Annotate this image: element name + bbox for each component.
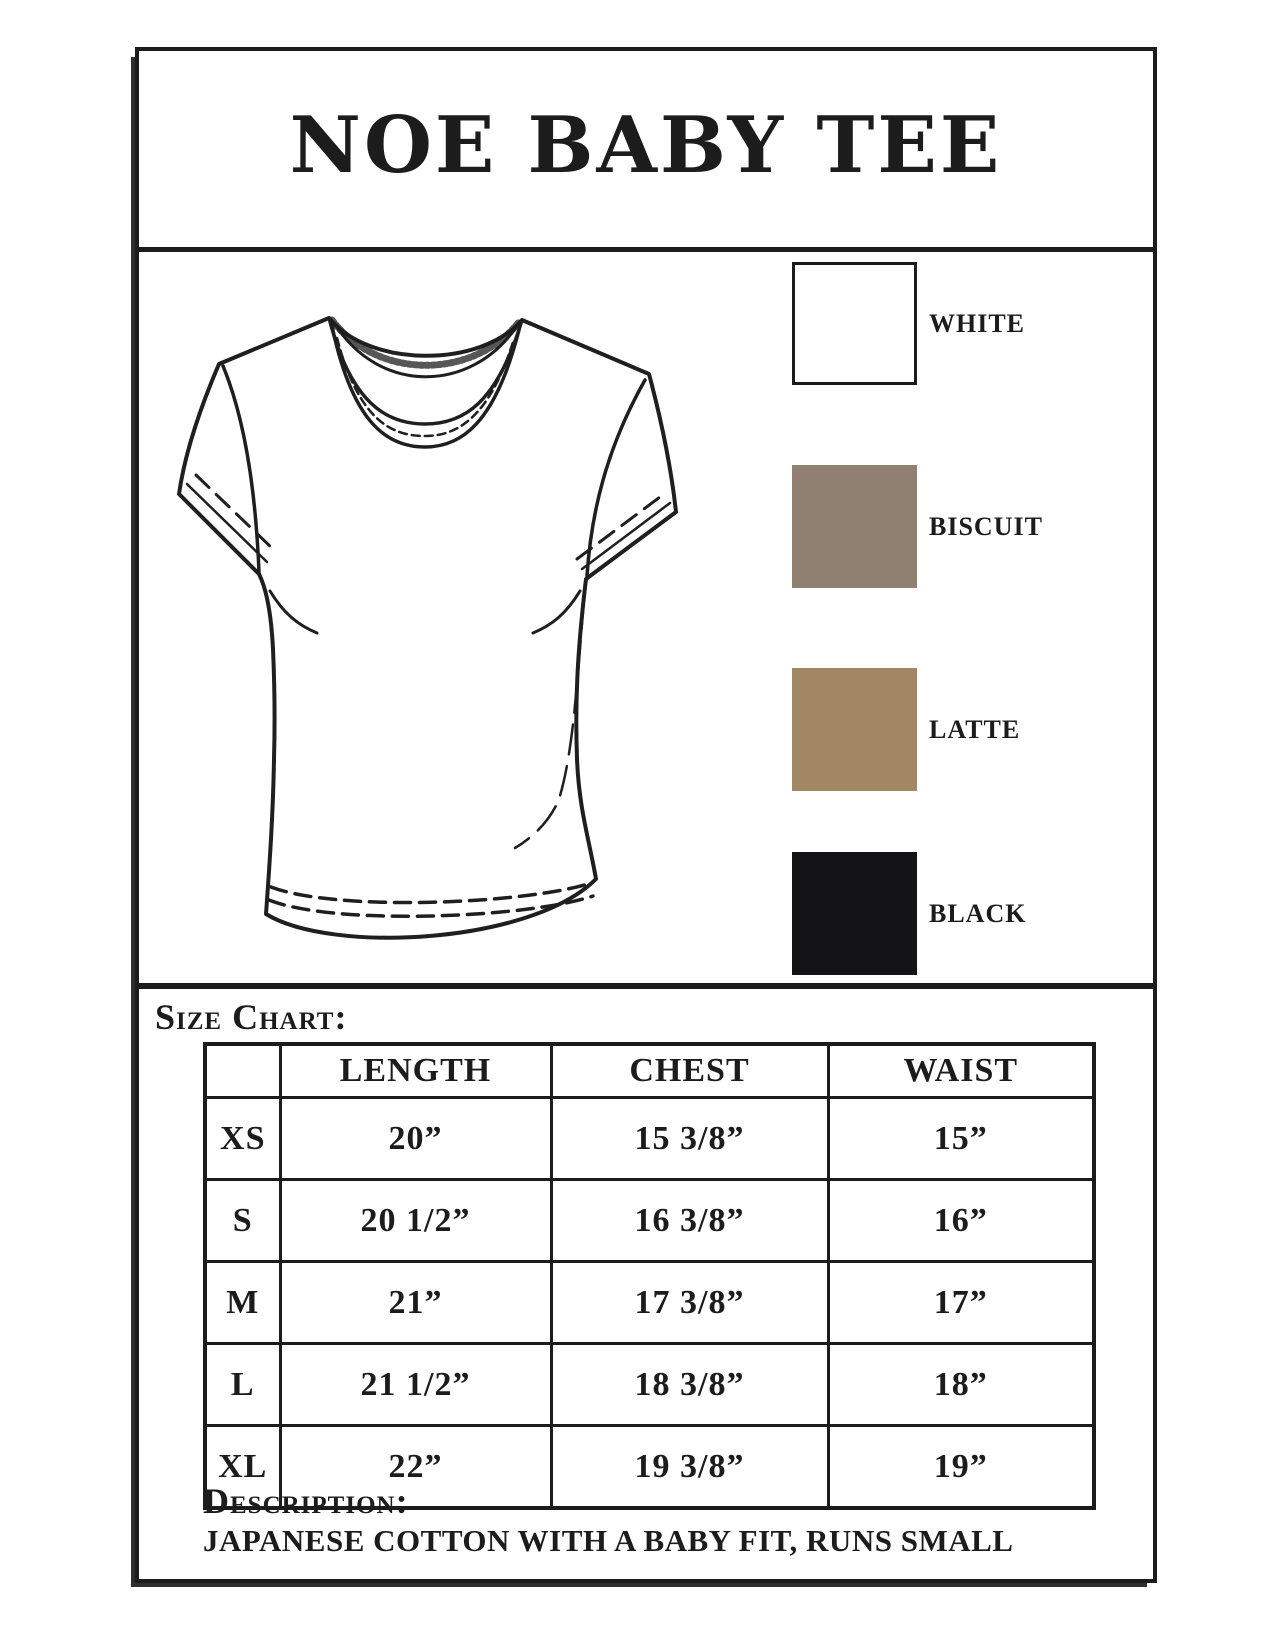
swatch-white xyxy=(792,262,1025,385)
page-title: NOE BABY TEE xyxy=(289,99,1003,191)
table-row-l xyxy=(205,1344,1094,1426)
latte-swatch-box xyxy=(792,668,917,791)
title-band xyxy=(139,51,1153,252)
waist-cell: 15” xyxy=(828,1098,1094,1180)
length-cell: 21 1/2” xyxy=(280,1344,551,1426)
waist-cell: 19” xyxy=(828,1426,1094,1509)
black-swatch-label: BLACK xyxy=(929,898,1027,928)
size-chart-heading: Size Chart: xyxy=(155,997,348,1037)
waist-cell: 17” xyxy=(828,1262,1094,1344)
tee-outline xyxy=(179,318,676,938)
biscuit-swatch-box xyxy=(792,465,917,588)
waist-cell: 18” xyxy=(828,1344,1094,1426)
white-swatch-box xyxy=(792,262,917,385)
artwork-band xyxy=(139,252,1153,989)
size-chart-band xyxy=(139,989,1153,1579)
size-cell: S xyxy=(205,1180,280,1262)
header-cell-length: LENGTH xyxy=(280,1044,551,1098)
latte-swatch-label: LATTE xyxy=(929,714,1021,744)
chest-cell: 16 3/8” xyxy=(551,1180,828,1262)
length-cell: 20 1/2” xyxy=(280,1180,551,1262)
size-chart-table xyxy=(203,1042,1096,1510)
waist-cell: 16” xyxy=(828,1180,1094,1262)
header-cell-chest: CHEST xyxy=(551,1044,828,1098)
header-cell-size xyxy=(205,1044,280,1098)
sheet-frame xyxy=(135,47,1157,1583)
header-cell-waist: WAIST xyxy=(828,1044,1094,1098)
table-row-m xyxy=(205,1262,1094,1344)
size-cell: XL xyxy=(205,1426,280,1509)
white-swatch-label: WHITE xyxy=(929,308,1026,338)
size-cell: M xyxy=(205,1262,280,1344)
chest-cell: 17 3/8” xyxy=(551,1262,828,1344)
tshirt-illustration xyxy=(141,254,701,944)
black-swatch-box xyxy=(792,852,917,975)
chest-cell: 18 3/8” xyxy=(551,1344,828,1426)
length-cell: 20” xyxy=(280,1098,551,1180)
size-cell: XS xyxy=(205,1098,280,1180)
chest-cell: 15 3/8” xyxy=(551,1098,828,1180)
size-cell: L xyxy=(205,1344,280,1426)
table-header-row xyxy=(205,1044,1094,1098)
chest-cell: 19 3/8” xyxy=(551,1426,828,1509)
description-text: JAPANESE COTTON WITH A BABY FIT, RUNS SMALL xyxy=(203,1523,1014,1558)
length-cell: 22” xyxy=(280,1426,551,1509)
table-row-xs xyxy=(205,1098,1094,1180)
swatch-latte xyxy=(792,668,1020,791)
swatch-biscuit xyxy=(792,465,1043,588)
swatch-black xyxy=(792,852,1026,975)
length-cell: 21” xyxy=(280,1262,551,1344)
biscuit-swatch-label: BISCUIT xyxy=(929,511,1043,541)
description-heading: Description: xyxy=(203,1481,409,1521)
table-row-s xyxy=(205,1180,1094,1262)
